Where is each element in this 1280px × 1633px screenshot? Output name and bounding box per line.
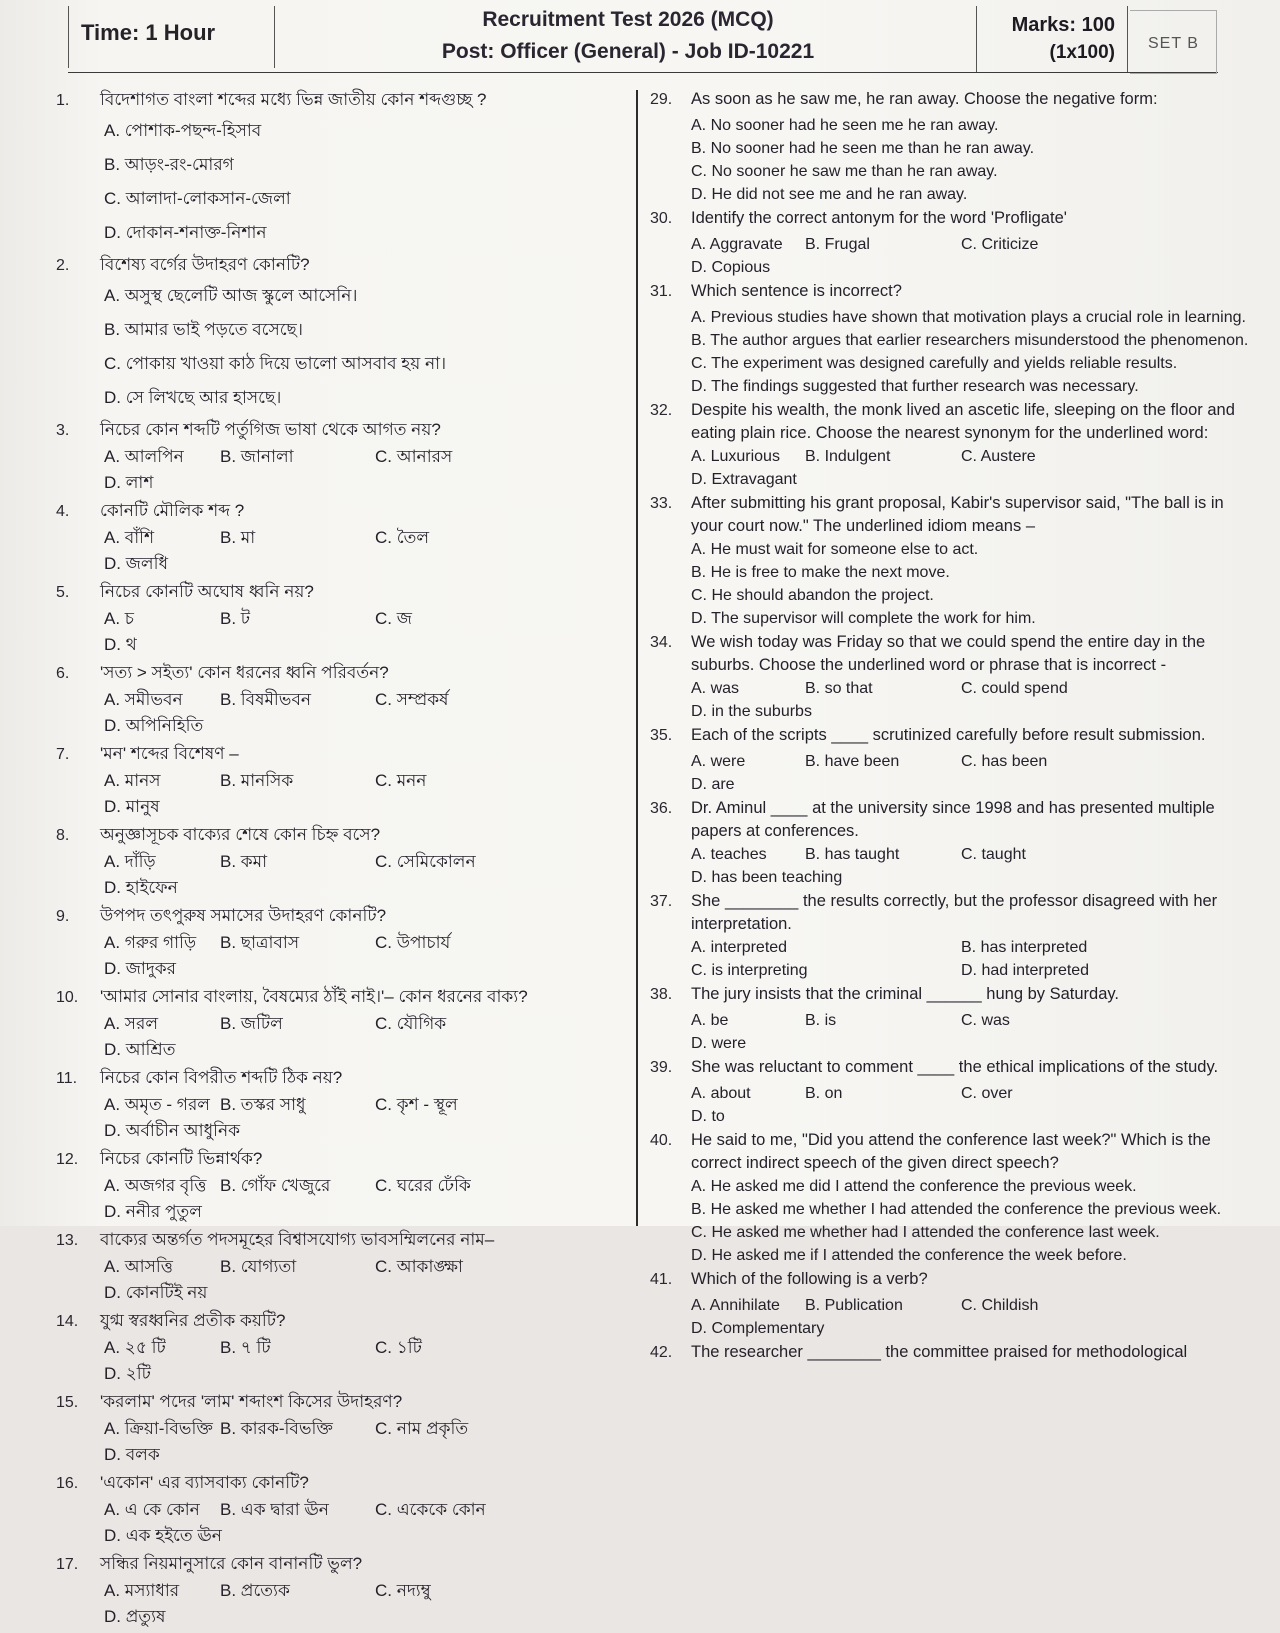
options-group xyxy=(650,843,1250,889)
answer-option: B. He asked me whether I had attended the conference the previous week. xyxy=(691,1201,1222,1218)
question-number: 39. xyxy=(650,1059,673,1076)
question-number: 14. xyxy=(56,1313,79,1330)
question-number: 42. xyxy=(650,1344,673,1361)
answer-option: B. has taught xyxy=(805,846,900,863)
answer-option: D. সে লিখছে আর হাসছে। xyxy=(104,388,282,407)
answer-option: D. Complementary xyxy=(691,1320,825,1337)
answer-option: D. জাদুকর xyxy=(104,959,177,978)
question-line xyxy=(650,1056,1250,1082)
answer-option: D. হাইফেন xyxy=(104,878,178,897)
answer-option: C. তৈল xyxy=(375,528,430,547)
answer-option: A. পোশাক-পছন্দ-হিসাব xyxy=(104,121,262,140)
answer-option: C. নাম প্রকৃতি xyxy=(375,1419,469,1438)
question-item xyxy=(650,88,1250,206)
answer-option: B. এক দ্বারা ঊন xyxy=(220,1500,329,1519)
question-number: 3. xyxy=(56,422,70,439)
answer-option: D. দোকান-শনাক্ত-নিশান xyxy=(104,223,267,242)
answer-option: A. Annihilate xyxy=(691,1297,780,1314)
question-number: 4. xyxy=(56,503,70,520)
answer-option: A. about xyxy=(691,1085,751,1102)
question-text: The jury insists that the criminal ______ hung by Saturday. xyxy=(691,985,1120,1003)
options-group xyxy=(650,677,1250,723)
answer-option: C. could spend xyxy=(961,680,1068,697)
answer-option: A. ক্রিয়া-বিভক্তি xyxy=(104,1419,213,1438)
answer-option: C. নদ্যম্বু xyxy=(375,1581,431,1600)
question-line xyxy=(56,88,631,114)
question-item xyxy=(56,1552,631,1630)
answer-option: B. on xyxy=(805,1085,843,1102)
answer-option: B. জানালা xyxy=(220,447,294,466)
question-item xyxy=(650,399,1250,491)
answer-option: D. has been teaching xyxy=(691,869,843,886)
answer-option: B. The author argues that earlier researchers misunderstood the phenomenon. xyxy=(691,332,1249,349)
answer-option: A. মানস xyxy=(104,771,161,790)
question-line xyxy=(650,1129,1250,1175)
answer-option: C. The experiment was designed carefully and yields reliable results. xyxy=(691,355,1178,372)
options-group xyxy=(650,445,1250,491)
answer-option: B. ট xyxy=(220,609,251,628)
options-group xyxy=(56,930,631,982)
question-item xyxy=(650,1341,1250,1367)
question-text: 'মন' শব্দের বিশেষণ – xyxy=(100,744,239,763)
answer-option: A. Luxurious xyxy=(691,448,780,465)
answer-option: A. অসুস্থ ছেলেটি আজ স্কুলে আসেনি। xyxy=(104,286,358,305)
bangla-section xyxy=(56,88,631,1633)
question-text: After submitting his grant proposal, Kabir's supervisor said, "The ball is in your court now." The underlined idiom means – xyxy=(691,494,1224,535)
answer-option: C. পোকায় খাওয়া কাঠ দিয়ে ভালো আসবাব হয় না। xyxy=(104,354,447,373)
question-line xyxy=(56,1066,631,1092)
answer-option: D. বলক xyxy=(104,1445,160,1464)
question-line xyxy=(56,985,631,1011)
question-number: 15. xyxy=(56,1394,79,1411)
question-line xyxy=(56,1390,631,1416)
answer-option: B. is xyxy=(805,1012,837,1029)
answer-option: D. জলধি xyxy=(104,554,168,573)
question-number: 16. xyxy=(56,1475,79,1492)
question-line xyxy=(650,207,1250,233)
answer-option: B. বিষমীভবন xyxy=(220,690,312,709)
answer-option: D. অপিনিহিতি xyxy=(104,716,204,735)
english-section xyxy=(650,88,1250,1368)
question-text: She ________ the results correctly, but the professor disagreed with her interpretation. xyxy=(691,892,1218,933)
question-number: 31. xyxy=(650,283,673,300)
answer-option: D. Copious xyxy=(691,259,771,276)
question-text: বিদেশাগত বাংলা শব্দের মধ্যে ভিন্ন জাতীয় কোন শব্দগুচ্ছ ? xyxy=(100,90,487,109)
answer-option: D. to xyxy=(691,1108,725,1125)
question-line xyxy=(56,823,631,849)
answer-option: D. আশ্রিত xyxy=(104,1040,176,1059)
options-group xyxy=(56,1011,631,1063)
question-text: Which sentence is incorrect? xyxy=(691,282,902,300)
answer-option: B. গোঁফ খেজুরে xyxy=(220,1176,331,1195)
question-number: 13. xyxy=(56,1232,79,1249)
answer-option: A. অজগর বৃত্তি xyxy=(104,1176,207,1195)
question-number: 34. xyxy=(650,634,673,651)
answer-option: B. ছাত্রাবাস xyxy=(220,933,300,952)
question-number: 32. xyxy=(650,402,673,419)
answer-option: A. বাঁশি xyxy=(104,528,155,547)
question-line xyxy=(650,890,1250,936)
answer-option: D. The findings suggested that further research was necessary. xyxy=(691,378,1139,395)
question-number: 9. xyxy=(56,908,70,925)
question-number: 7. xyxy=(56,746,70,763)
question-item xyxy=(650,1268,1250,1340)
question-number: 36. xyxy=(650,800,673,817)
question-number: 10. xyxy=(56,989,79,1006)
question-line xyxy=(650,631,1250,677)
answer-option: C. সেমিকোলন xyxy=(375,852,476,871)
options-group xyxy=(56,444,631,496)
options-group xyxy=(56,687,631,739)
answer-option: C. Austere xyxy=(961,448,1036,465)
options-group xyxy=(56,606,631,658)
marks-breakdown: (1x100) xyxy=(1049,42,1115,63)
answer-option: C. যৌগিক xyxy=(375,1014,447,1033)
question-item xyxy=(56,253,631,415)
question-item xyxy=(650,797,1250,889)
answer-option: C. মনন xyxy=(375,771,427,790)
answer-option: B. Indulgent xyxy=(805,448,891,465)
question-text: নিচের কোন শব্দটি পর্তুগিজ ভাষা থেকে আগত নয়? xyxy=(100,420,441,439)
question-text: উপপদ তৎপুরুষ সমাসের উদাহরণ কোনটি? xyxy=(100,906,387,925)
answer-option: C. He asked me whether had I attended the conference last week. xyxy=(691,1224,1160,1241)
answer-option: C. একেকে কোন xyxy=(375,1500,486,1519)
question-item xyxy=(56,88,631,250)
question-text: Identify the correct antonym for the word 'Profligate' xyxy=(691,209,1067,227)
question-item xyxy=(650,1129,1250,1267)
question-number: 33. xyxy=(650,495,673,512)
question-number: 17. xyxy=(56,1556,79,1573)
question-text: অনুজ্ঞাসূচক বাক্যের শেষে কোন চিহ্ন বসে? xyxy=(100,825,381,844)
options-group xyxy=(650,1009,1250,1055)
question-line xyxy=(56,742,631,768)
answer-option: D. অর্বাচীন আধুনিক xyxy=(104,1121,241,1140)
question-number: 8. xyxy=(56,827,70,844)
answer-option: B. মানসিক xyxy=(220,771,294,790)
question-line xyxy=(650,280,1250,306)
options-group xyxy=(650,1082,1250,1128)
total-marks: Marks: 100 xyxy=(1011,14,1115,36)
answer-option: D. He asked me if I attended the conference the week before. xyxy=(691,1247,1127,1264)
options-group xyxy=(56,1092,631,1144)
answer-option: A. Previous studies have shown that motivation plays a crucial role in learning. xyxy=(691,309,1246,326)
question-item xyxy=(650,983,1250,1055)
answer-option: B. মা xyxy=(220,528,256,547)
answer-option: C. আকাঙ্ক্ষা xyxy=(375,1257,463,1276)
answer-option: B. He is free to make the next move. xyxy=(691,564,950,581)
question-number: 12. xyxy=(56,1151,79,1168)
answer-option: A. সরল xyxy=(104,1014,159,1033)
options-group xyxy=(650,306,1250,398)
answer-option: D. প্রত্যুষ xyxy=(104,1607,166,1626)
answer-option: B. have been xyxy=(805,753,900,770)
question-text: বিশেষ্য বর্গের উদাহরণ কোনটি? xyxy=(100,255,310,274)
question-line xyxy=(56,904,631,930)
answer-option: A. was xyxy=(691,680,740,697)
question-line xyxy=(56,580,631,606)
answer-option: A. এ কে কোন xyxy=(104,1500,200,1519)
question-number: 29. xyxy=(650,91,673,108)
question-text: Despite his wealth, the monk lived an ascetic life, sleeping on the floor and eating plain rice. Choose the nearest synonym for the underlined word: xyxy=(691,401,1235,442)
question-item xyxy=(650,1056,1250,1128)
options-group xyxy=(56,1497,631,1549)
question-line xyxy=(650,492,1250,538)
question-text: নিচের কোনটি অঘোষ ধ্বনি নয়? xyxy=(100,582,314,601)
answer-option: C. He should abandon the project. xyxy=(691,587,934,604)
answer-option: C. No sooner he saw me than he ran away. xyxy=(691,163,998,180)
answer-option: D. are xyxy=(691,776,735,793)
question-text: নিচের কোন বিপরীত শব্দটি ঠিক নয়? xyxy=(100,1068,343,1087)
question-line xyxy=(56,418,631,444)
options-group xyxy=(650,114,1250,206)
answer-option: D. had interpreted xyxy=(961,962,1090,979)
options-group xyxy=(56,1173,631,1225)
answer-option: A. মস্যাধার xyxy=(104,1581,180,1600)
answer-option: C. was xyxy=(961,1012,1010,1029)
question-item xyxy=(56,580,631,658)
question-line xyxy=(56,1309,631,1335)
answer-option: A. be xyxy=(691,1012,729,1029)
answer-option: A. আসত্তি xyxy=(104,1257,173,1276)
question-item xyxy=(650,492,1250,630)
options-group xyxy=(56,1578,631,1630)
question-item xyxy=(56,499,631,577)
question-item xyxy=(56,985,631,1063)
answer-option: B. so that xyxy=(805,680,873,697)
answer-option: B. কমা xyxy=(220,852,268,871)
question-item xyxy=(56,823,631,901)
options-group xyxy=(650,538,1250,630)
answer-option: D. ননীর পুতুল xyxy=(104,1202,202,1221)
answer-option: A. He asked me did I attend the conference the previous week. xyxy=(691,1178,1137,1195)
question-text: He said to me, "Did you attend the conference last week?" Which is the correct indirect speech of the given direct speech? xyxy=(691,1131,1211,1172)
answer-option: B. তস্কর সাধু xyxy=(220,1095,306,1114)
question-text: Dr. Aminul ____ at the university since 1998 and has presented multiple papers at conferences. xyxy=(691,799,1215,840)
options-group xyxy=(56,768,631,820)
answer-option: D. এক হইতে ঊন xyxy=(104,1526,222,1545)
marks-box xyxy=(976,6,1128,72)
options-group xyxy=(56,849,631,901)
question-text: 'একোন' এর ব্যাসবাক্য কোনটি? xyxy=(100,1473,309,1492)
question-line xyxy=(650,1341,1250,1367)
answer-option: A. সমীভবন xyxy=(104,690,183,709)
answer-option: D. থ xyxy=(104,635,137,654)
question-line xyxy=(650,88,1250,114)
question-item xyxy=(56,1228,631,1306)
answer-option: C. আলাদা-লোকসান-জেলা xyxy=(104,189,291,208)
question-line xyxy=(56,1147,631,1173)
question-item xyxy=(56,1147,631,1225)
answer-option: B. প্রত্যেক xyxy=(220,1581,290,1600)
question-number: 1. xyxy=(56,92,70,109)
question-number: 41. xyxy=(650,1271,673,1288)
question-line xyxy=(650,983,1250,1009)
answer-option: A. চ xyxy=(104,609,134,628)
question-text: She was reluctant to comment ____ the ethical implications of the study. xyxy=(691,1058,1219,1076)
question-text: The researcher ________ the committee praised for methodological xyxy=(691,1343,1188,1361)
answer-option: D. ২টি xyxy=(104,1364,151,1383)
question-item xyxy=(56,661,631,739)
question-line xyxy=(56,1471,631,1497)
question-line xyxy=(56,1228,631,1254)
answer-option: A. অমৃত - গরল xyxy=(104,1095,210,1114)
answer-option: D. লাশ xyxy=(104,473,154,492)
question-line xyxy=(650,797,1250,843)
answer-option: B. ৭ টি xyxy=(220,1338,271,1357)
question-text: Which of the following is a verb? xyxy=(691,1270,928,1288)
answer-option: C. সম্প্রকর্ষ xyxy=(375,690,449,709)
question-item xyxy=(650,724,1250,796)
answer-option: C. আনারস xyxy=(375,447,453,466)
question-number: 11. xyxy=(56,1070,78,1087)
answer-option: A. teaches xyxy=(691,846,767,863)
question-item xyxy=(650,207,1250,279)
options-group xyxy=(650,233,1250,279)
answer-option: D. কোনটিই নয় xyxy=(104,1283,208,1302)
set-box xyxy=(1130,10,1217,74)
answer-option: A. দাঁড়ি xyxy=(104,852,156,871)
options-group xyxy=(56,525,631,577)
exam-title: Recruitment Test 2026 (MCQ) xyxy=(482,8,774,31)
question-text: যুগ্ম স্বরধ্বনির প্রতীক কয়টি? xyxy=(100,1311,286,1330)
answer-option: A. He must wait for someone else to act. xyxy=(691,541,979,558)
question-line xyxy=(56,1552,631,1578)
question-number: 37. xyxy=(650,893,673,910)
answer-option: C. Criticize xyxy=(961,236,1039,253)
options-group xyxy=(56,114,631,250)
set-label: SET B xyxy=(1148,35,1199,52)
answer-option: B. Publication xyxy=(805,1297,903,1314)
answer-option: A. No sooner had he seen me he ran away. xyxy=(691,117,999,134)
answer-option: B. Frugal xyxy=(805,236,870,253)
answer-option: C. ১টি xyxy=(375,1338,422,1357)
answer-option: D. were xyxy=(691,1035,747,1052)
answer-option: B. জটিল xyxy=(220,1014,283,1033)
answer-option: B. কারক-বিভক্তি xyxy=(220,1419,333,1438)
answer-option: C. is interpreting xyxy=(691,962,808,979)
options-group xyxy=(56,1416,631,1468)
question-number: 38. xyxy=(650,986,673,1003)
question-number: 5. xyxy=(56,584,70,601)
question-text: Each of the scripts ____ scrutinized carefully before result submission. xyxy=(691,726,1206,744)
question-number: 35. xyxy=(650,727,673,744)
question-item xyxy=(650,890,1250,982)
answer-option: A. Aggravate xyxy=(691,236,783,253)
answer-option: A. গরুর গাড়ি xyxy=(104,933,197,952)
post-title: Post: Officer (General) - Job ID-10221 xyxy=(441,40,815,63)
question-number: 6. xyxy=(56,665,70,682)
exam-header xyxy=(68,6,1218,73)
question-item xyxy=(650,631,1250,723)
question-text: We wish today was Friday so that we could spend the entire day in the suburbs. Choose the underlined word or phrase that is incorrect - xyxy=(691,633,1206,674)
question-text: 'আমার সোনার বাংলায়, বৈষম্যের ঠাঁই নাই।'– কোন ধরনের বাক্য? xyxy=(100,987,528,1006)
options-group xyxy=(56,279,631,415)
answer-option: B. No sooner had he seen me than he ran away. xyxy=(691,140,1035,157)
options-group xyxy=(650,936,1250,982)
question-line xyxy=(650,1268,1250,1294)
options-group xyxy=(56,1254,631,1306)
answer-option: D. মানুষ xyxy=(104,797,160,816)
question-item xyxy=(56,418,631,496)
question-item xyxy=(56,1471,631,1549)
options-group xyxy=(650,750,1250,796)
answer-option: A. interpreted xyxy=(691,939,788,956)
answer-option: B. যোগ্যতা xyxy=(220,1257,297,1276)
question-item xyxy=(56,742,631,820)
column-divider xyxy=(636,90,638,1226)
answer-option: D. He did not see me and he ran away. xyxy=(691,186,968,203)
answer-option: A. আলপিন xyxy=(104,447,184,466)
answer-option: C. Childish xyxy=(961,1297,1039,1314)
answer-option: C. ঘরের ঢেঁকি xyxy=(375,1176,471,1195)
answer-option: C. উপাচার্য xyxy=(375,933,451,952)
options-group xyxy=(56,1335,631,1387)
exam-duration: Time: 1 Hour xyxy=(81,20,216,45)
question-item xyxy=(56,1390,631,1468)
answer-option: A. ২৫ টি xyxy=(104,1338,166,1357)
question-line xyxy=(56,253,631,279)
answer-option: C. has been xyxy=(961,753,1048,770)
question-item xyxy=(56,1309,631,1387)
question-text: বাক্যের অন্তর্গত পদসমূহের বিশ্বাসযোগ্য ভাবসম্মিলনের নাম– xyxy=(100,1230,495,1249)
question-item xyxy=(56,1066,631,1144)
question-text: কোনটি মৌলিক শব্দ ? xyxy=(100,501,245,520)
answer-option: C. taught xyxy=(961,846,1026,863)
question-text: নিচের কোনটি ভিন্নার্থক? xyxy=(100,1149,263,1168)
question-number: 2. xyxy=(56,257,70,274)
question-line xyxy=(650,399,1250,445)
answer-option: B. আমার ভাই পড়তে বসেছে। xyxy=(104,320,303,339)
time-box xyxy=(68,6,275,68)
title-box xyxy=(278,6,978,72)
answer-option: D. The supervisor will complete the work for him. xyxy=(691,610,1036,627)
question-number: 40. xyxy=(650,1132,673,1149)
question-item xyxy=(650,280,1250,398)
answer-option: D. in the suburbs xyxy=(691,703,812,720)
answer-option: D. Extravagant xyxy=(691,471,797,488)
question-item xyxy=(56,904,631,982)
question-text: 'করলাম' পদের 'লাম' শব্দাংশ কিসের উদাহরণ? xyxy=(100,1392,403,1411)
question-line xyxy=(56,661,631,687)
question-text: 'সত্য > সইত্য' কোন ধরনের ধ্বনি পরিবর্তন? xyxy=(100,663,389,682)
question-line xyxy=(650,724,1250,750)
answer-option: B. আড়ং-রং-মোরগ xyxy=(104,155,234,174)
question-text: সন্ধির নিয়মানুসারে কোন বানানটি ভুল? xyxy=(100,1554,363,1573)
question-number: 30. xyxy=(650,210,673,227)
answer-option: C. over xyxy=(961,1085,1013,1102)
answer-option: C. জ xyxy=(375,609,412,628)
options-group xyxy=(650,1294,1250,1340)
options-group xyxy=(650,1175,1250,1267)
question-line xyxy=(56,499,631,525)
answer-option: C. কৃশ - স্থূল xyxy=(375,1095,458,1114)
question-text: As soon as he saw me, he ran away. Choose the negative form: xyxy=(691,90,1158,108)
answer-option: A. were xyxy=(691,753,746,770)
answer-option: B. has interpreted xyxy=(961,939,1088,956)
